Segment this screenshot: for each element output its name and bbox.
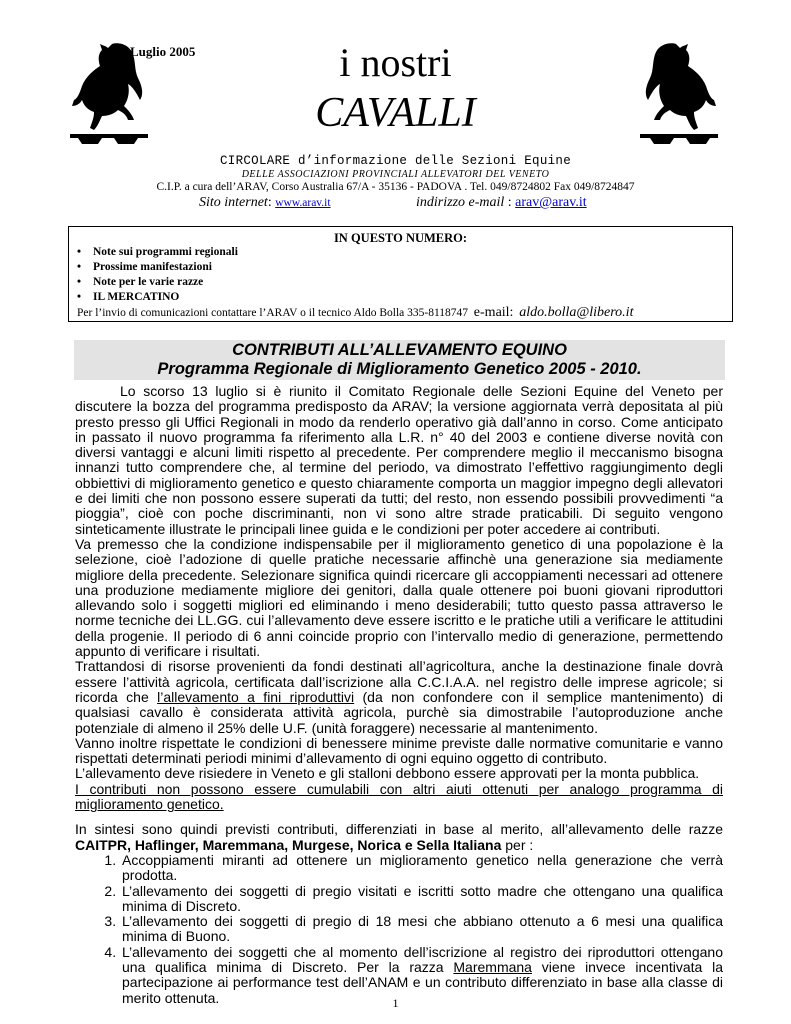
masthead-title-line2: CAVALLI (315, 90, 476, 136)
contents-box (68, 226, 733, 322)
list-item: • Note sui programmi regionali (77, 246, 238, 258)
site-line: Sito internet: www.arav.it (199, 195, 331, 210)
paragraph: Vanno inoltre rispettate le condizioni di benessere minime previste dalle normative comunitarie e vanno rispettati determinati periodi minimi d’allevamento di ogni equino oggetto di contributo. (75, 734, 723, 767)
contents-box-footer: Per l’invio di comunicazioni contattare l’ARAV o il tecnico Aldo Bolla 335-8118747 e-mail: aldo.bolla@libero.it (77, 305, 634, 320)
list-item: • IL MERCATINO (77, 291, 180, 303)
circular-subtitle: CIRCOLARE d’informazione delle Sezioni Equine (219, 154, 572, 168)
email-link[interactable]: arav@arav.it (515, 195, 587, 210)
list-item: 1. Accoppiamenti miranti ad ottenere un miglioramento genetico nella generazione che verrà prodotta. (120, 853, 723, 884)
contents-list (77, 245, 238, 305)
list-item: 2. L’allevamento dei soggetti di pregio visitati e iscritti sotto madre che ottengano una qualifica minima di Discreto. (120, 884, 723, 915)
address-line: C.I.P. a cura dell’ARAV, Corso Australia 67/A - 35136 - PADOVA . Tel. 049/8724802 Fax 049/8724847 (156, 181, 635, 193)
paragraph: In sintesi sono quindi previsti contributi, differenziati in base al merito, all’allevamento delle razze CAITPR, Haflinger, Maremmana, Murgese, Norica e Sella Italiana per : (75, 821, 723, 853)
contact-email: aldo.bolla@libero.it (519, 305, 634, 320)
site-link[interactable]: www.arav.it (275, 197, 331, 209)
article-body (75, 384, 723, 1006)
paragraph: Lo scorso 13 luglio si è riunito il Comitato Regionale delle Sezioni Equine del Veneto per discutere la bozza del programma predisposto da ARAV; la versione aggiornata verrà depositata al più presto presso gli Uffici Regionali in modo da renderlo operativo già dall’anno in corso. Come anticipato in passato il nuovo programma fa riferimento alla L.R. n° 40 del 2003 e contiene diverse novità con diversi vantaggi e alcuni limiti rispetto al precedente. Per comprendere meglio il meccanismo bisogna innanzi tutto comprendere che, al termine del periodo, va dimostrato l’effettivo raggiungimento degli obbiettivi di miglioramento genetico e questo chiaramente comporta un maggior impegno degli allevatori e dei limiti che non possono essere superati da tutti; del resto, non essendo possibili provvedimenti “a pioggia”, cioè con poche discriminanti, non vi sono altre strade praticabili. Di seguito vengono sinteticamente illustrate le principali linee guida e le condizioni per poter accedere ai contributi. (75, 383, 723, 537)
email-label: indirizzo e-mail (416, 195, 505, 210)
list-item: • Note per le varie razze (77, 276, 204, 288)
email-line: indirizzo e-mail : arav@arav.it (416, 195, 587, 210)
bullet-icon: • (77, 291, 82, 303)
article-heading-banner (74, 340, 725, 380)
masthead-title-line1: i nostri (339, 40, 452, 85)
paragraph: I contributi non possono essere cumulabili con altri aiuti ottenuti per analogo programma di miglioramento genetico. (75, 780, 723, 813)
contributions-list (75, 853, 723, 1006)
issue-date: Luglio 2005 (130, 44, 196, 59)
association-subtitle: DELLE ASSOCIAZIONI PROVINCIALI ALLEVATORI DEL VENETO (241, 169, 550, 180)
site-label: Sito internet (199, 195, 268, 210)
article-subheading: Programma Regionale di Miglioramento Genetico 2005 - 2010. (157, 360, 642, 378)
paragraph: L’allevamento deve risiedere in Veneto e gli stalloni debbono essere approvati per la monta pubblica. (75, 765, 700, 782)
contents-box-title: IN QUESTO NUMERO: (333, 231, 468, 245)
article-heading: CONTRIBUTI ALL’ALLEVAMENTO EQUINO (232, 341, 567, 359)
list-item: • Prossime manifestazioni (77, 261, 212, 273)
paragraph: Trattandosi di risorse provenienti da fondi destinati all’agricoltura, anche la destinazione finale dovrà essere l’attività agricola, certificata dall’iscrizione alla C.C.I.A.A. nel registro delle imprese agricole; si ricorda che l’allevamento a fini riproduttivi (da non confondere con il semplice mantenimento) di qualsiasi cavallo è considerata attività agricola, purchè sia dimostrabile l’autoproduzione anche potenziale di almeno il 25% delle U.F. (unità foraggere) necessarie al mantenimento. (75, 658, 723, 736)
bullet-icon: • (77, 276, 82, 288)
bullet-icon: • (77, 246, 82, 258)
bullet-icon: • (77, 261, 82, 273)
list-item: 4. L’allevamento dei soggetti che al momento dell’iscrizione al registro dei riproduttori ottengano una qualifica minima di Discreto. Per la razza Maremmana viene invece incentivata la partecipazione ai performance test dell’ANAM e un contributo differenziato in base alla classe di merito ottenuta. (120, 945, 723, 1006)
list-item: 3. L’allevamento dei soggetti di pregio di 18 mesi che abbiano ottenuto a 6 mesi una qualifica minima di Buono. (120, 914, 723, 945)
page-number: 1 (392, 996, 399, 1010)
paragraph: Va premesso che la condizione indispensabile per il miglioramento genetico di una popolazione è la selezione, cioè l’adozione di quelle pratiche necessarie affinchè una generazione sia mediamente migliore della precedente. Selezionare significa quindi ricercare gli accoppiamenti necessari ad ottenere una produzione mediamente migliore dei genitori, dalla quale ottenere poi buoni giovani riproduttori allevando solo i soggetti migliori ed eliminando i meno desiderabili; tutto questo passa attraverso le norme tecniche dei LL.GG. cui l’allevamento deve essere iscritto e le pratiche utili a verificare le attitudini della progenie. Il periodo di 6 anni coincide proprio con l’intervallo medio di generazione, permettendo appunto di verificare i risultati. (75, 535, 723, 660)
